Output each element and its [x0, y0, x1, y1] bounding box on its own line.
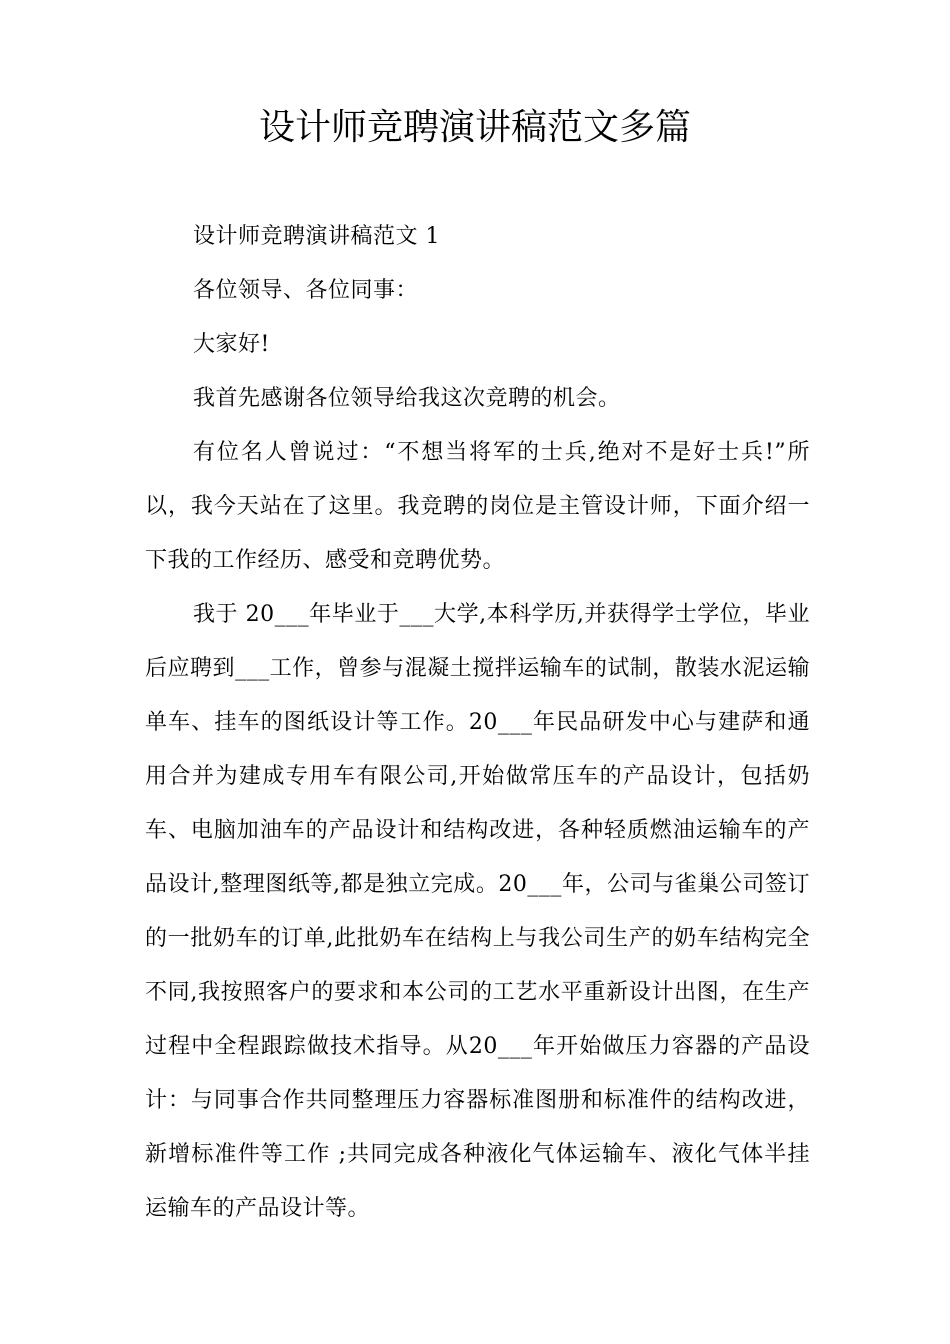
paragraph-intro: 有位名人曾说过：“不想当将军的士兵,绝对不是好士兵!”所以，我今天站在了这里。我竞聘的岗位是主管设计师，下面介绍一下我的工作经历、感受和竞聘优势。: [145, 440, 810, 573]
paragraph-greeting: 大家好!: [193, 332, 270, 357]
paragraph-thanks: 我首先感谢各位领导给我这次竞聘的机会。: [193, 386, 621, 411]
paragraph-salutation: 各位领导、各位同事：: [193, 278, 419, 303]
paragraph-heading: 设计师竞聘演讲稿范文 1: [193, 224, 440, 249]
paragraph-experience: 我于 20___年毕业于___大学,本科学历,并获得学士学位，毕业后应聘到___工作，曾参与混凝土搅拌运输车的试制，散装水泥运输单车、挂车的图纸设计等工作。20___年民品研发中心与建萨和通用合并为建成专用车有限公司,开始做常压车的产品设计，包括奶车、电脑加油车的产品设计和结构改进，各种轻质燃油运输车的产品设计,整理图纸等,都是独立完成。20___年，公司与雀巢公司签订的一批奶车的订单,此批奶车在结构上与我公司生产的奶车结构完全不同,我按照客户的要求和本公司的工艺水平重新设计出图，在生产过程中全程跟踪做技术指导。从20___年开始做压力容器的产品设计：与同事合作共同整理压力容器标准图册和标准件的结构改进，新增标准件等工作 ;共同完成各种液化气体运输车、液化气体半挂运输车的产品设计等。: [145, 602, 810, 1221]
document-title: 设计师竞聘演讲稿范文多篇: [258, 107, 691, 148]
document-body: [145, 210, 810, 1236]
